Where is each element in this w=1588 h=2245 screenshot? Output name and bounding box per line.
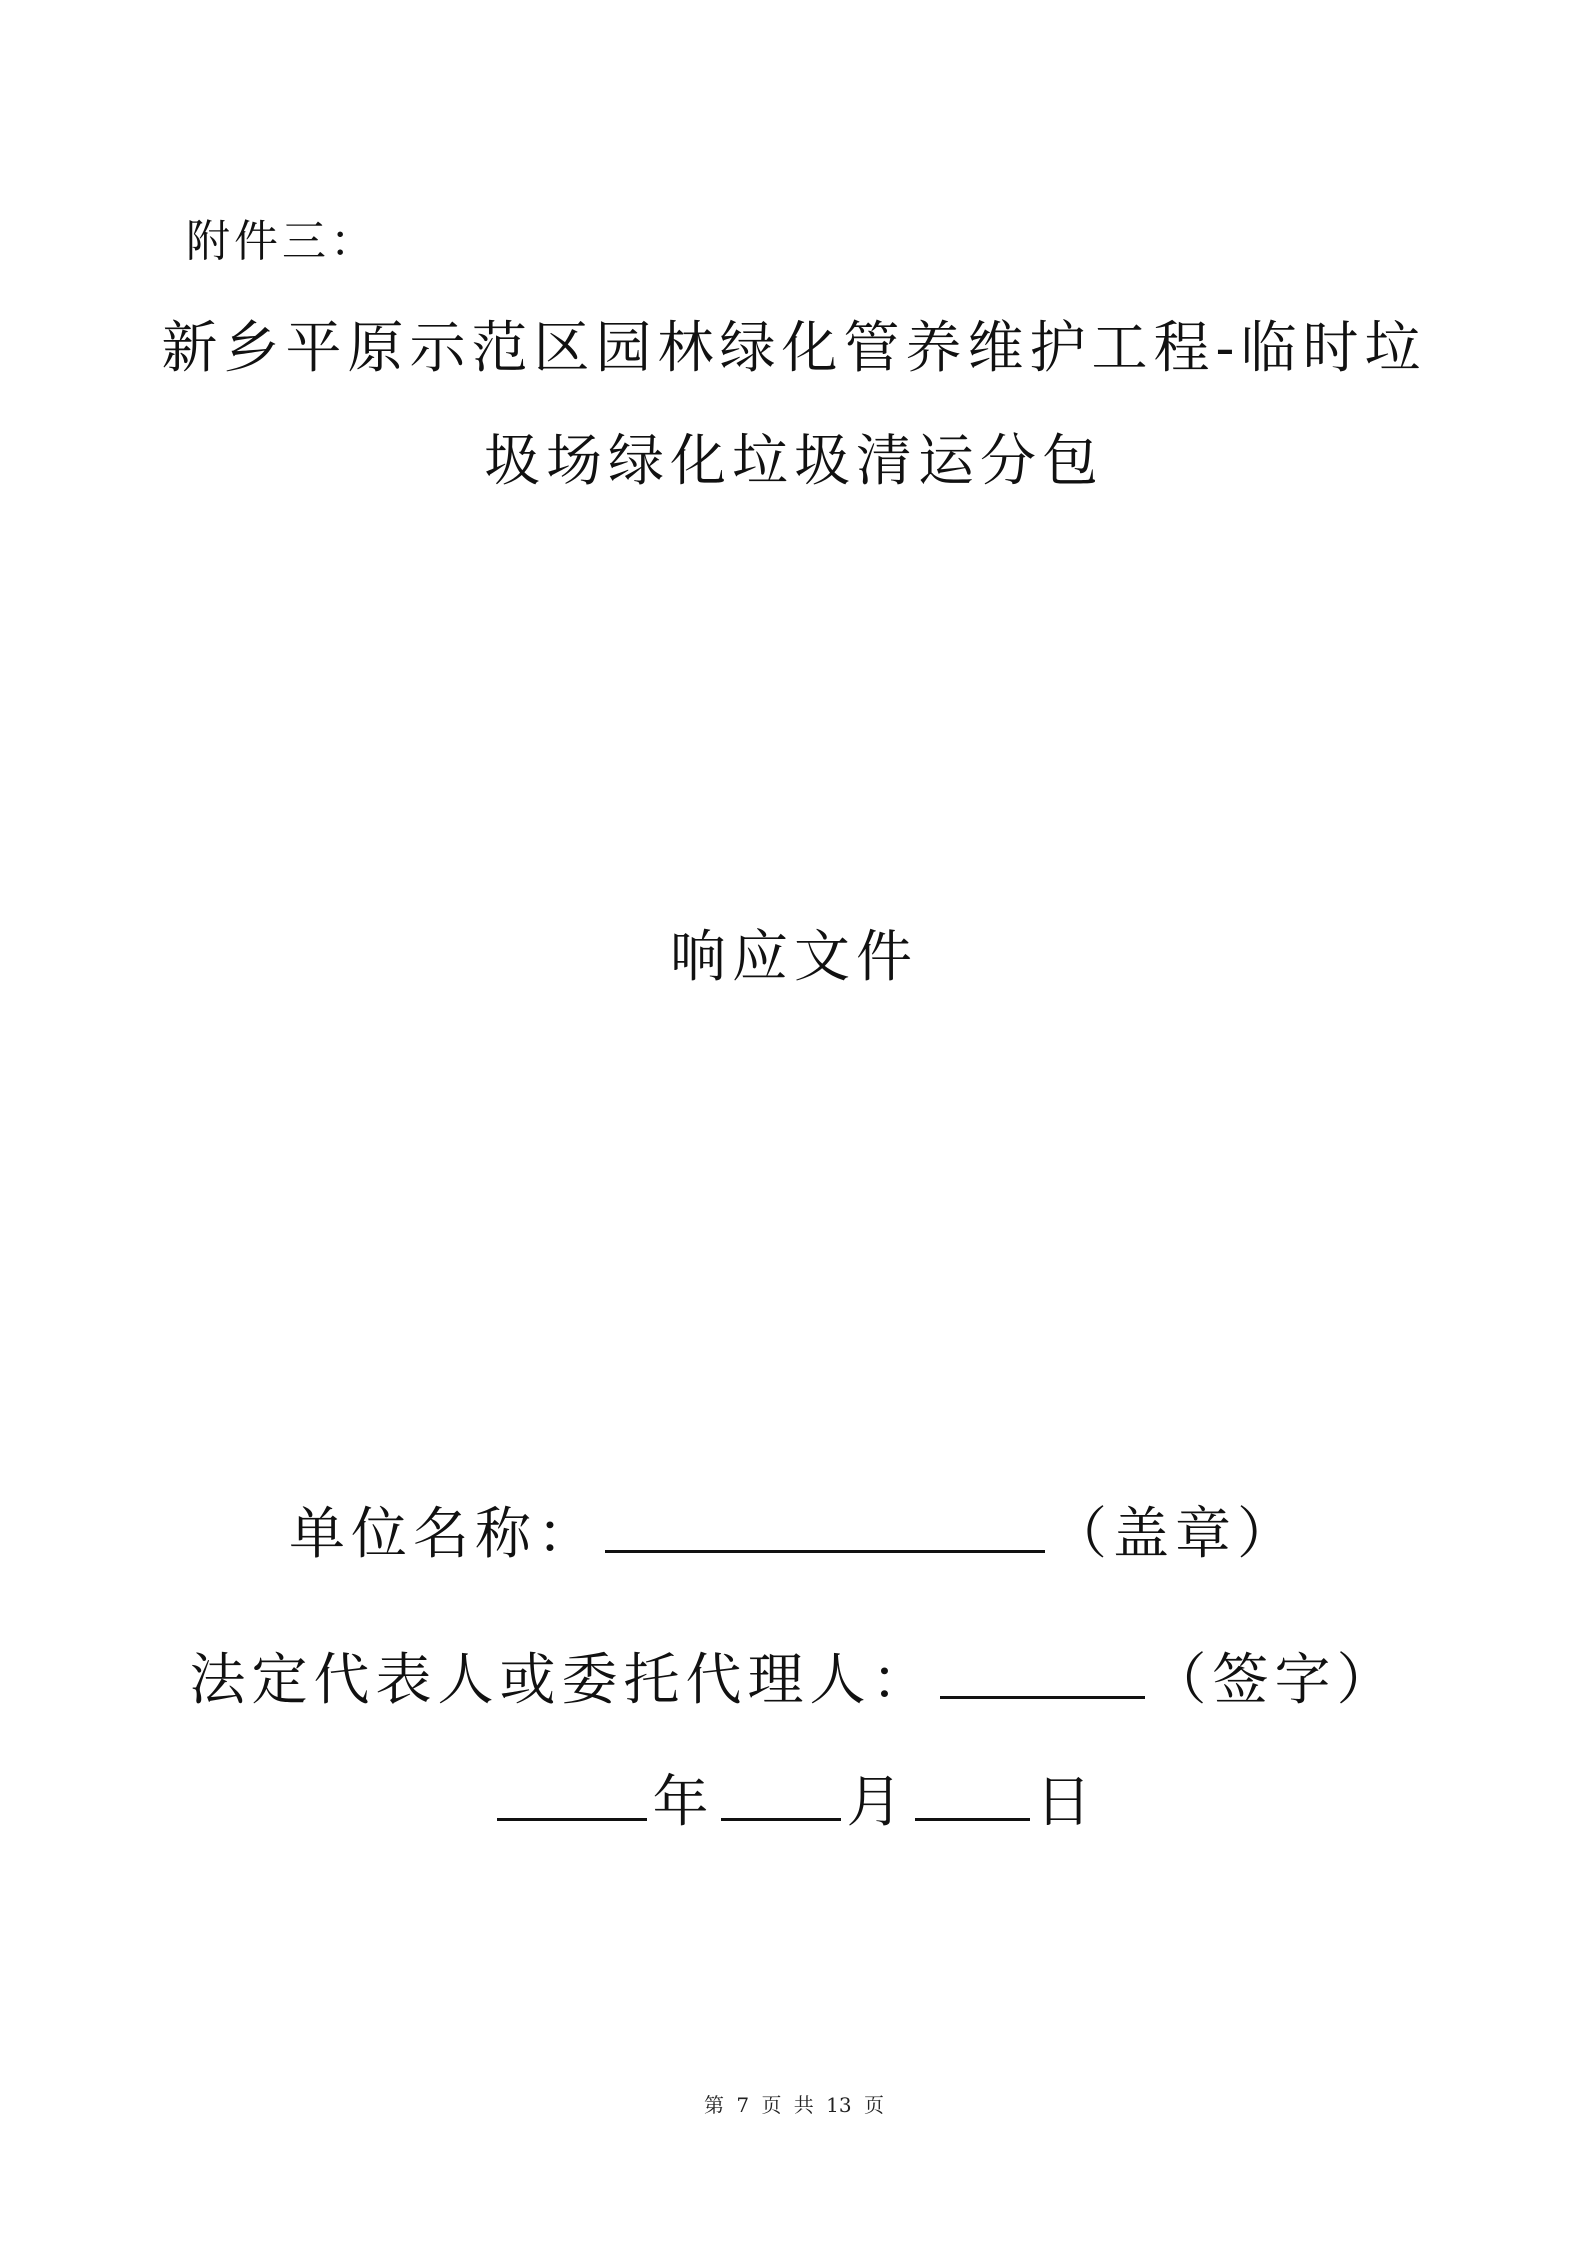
representative-row	[0, 1640, 1588, 1719]
page-number-footer: 第 7 页 共 13 页	[704, 2093, 884, 2117]
unit-name-blank[interactable]	[605, 1494, 1045, 1553]
day-label: 日	[1035, 1770, 1098, 1835]
year-label: 年	[652, 1770, 715, 1835]
unit-name-label: 单位名称：	[289, 1502, 599, 1567]
year-blank[interactable]	[497, 1762, 647, 1821]
document-title-line-1: 新乡平原示范区园林绿化管养维护工程-临时垃	[161, 316, 1427, 381]
signature-note: （签字）	[1150, 1648, 1399, 1713]
month-blank[interactable]	[721, 1762, 841, 1821]
unit-name-row	[0, 1494, 1588, 1573]
date-row	[0, 1762, 1588, 1841]
attachment-label: 附件三：	[186, 216, 378, 267]
document-type-heading: 响应文件	[670, 925, 918, 990]
month-label: 月	[846, 1770, 909, 1835]
day-blank[interactable]	[915, 1762, 1030, 1821]
representative-blank[interactable]	[940, 1640, 1145, 1699]
seal-note: （盖章）	[1051, 1502, 1299, 1567]
document-title-line-2: 圾场绿化垃圾清运分包	[484, 429, 1104, 494]
representative-label: 法定代表人或委托代理人：	[189, 1648, 934, 1713]
